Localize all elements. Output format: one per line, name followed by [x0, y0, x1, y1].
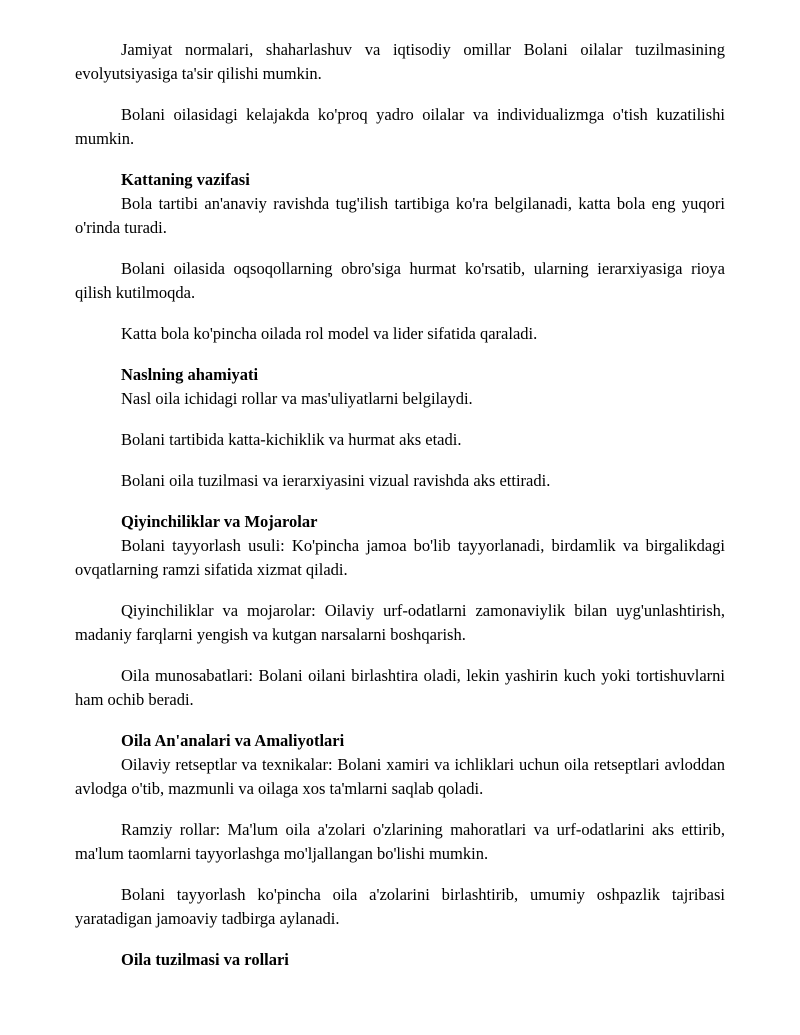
section-paragraph: Bola tartibi an'anaviy ravishda tug'ilish tartibiga ko'ra belgilanadi, katta bola eng yuqori o'rinda turadi.: [75, 194, 725, 237]
intro-paragraph-1: Jamiyat normalari, shaharlashuv va iqtisodiy omillar Bolani oilalar tuzilmasining evolyutsiyasiga ta'sir qilishi mumkin.: [75, 40, 725, 83]
section-paragraph: Ramziy rollar: Ma'lum oila a'zolari o'zlarining mahoratlari va urf-odatlarini aks ettirib, ma'lum taomlarni tayyorlashga mo'ljallangan bo'lishi mumkin.: [75, 820, 725, 863]
section-heading: Kattaning vazifasi: [121, 170, 250, 189]
section-paragraph: Bolani tayyorlash ko'pincha oila a'zolarini birlashtirib, umumiy oshpazlik tajribasi yaratadigan jamoaviy tadbirga aylanadi.: [75, 885, 725, 928]
section-paragraph: Bolani tartibida katta-kichiklik va hurmat aks etadi.: [121, 430, 462, 449]
section-paragraph: Oilaviy retseptlar va texnikalar: Bolani xamiri va ichliklari uchun oila retseptlari avloddan avlodga o'tib, mazmunli va oilaga xos ta'mlarni saqlab qoladi.: [75, 755, 725, 798]
section-naslning-ahamiyati: [75, 363, 725, 493]
section-heading: Oila An'analari va Amaliyotlari: [121, 731, 345, 750]
section-oila-tuzilmasi-va-rollari: [75, 948, 725, 972]
section-kattaning-vazifasi: [75, 168, 725, 346]
section-heading: Oila tuzilmasi va rollari: [121, 950, 289, 969]
intro-paragraph-2: Bolani oilasidagi kelajakda ko'proq yadro oilalar va individualizmga o'tish kuzatilishi mumkin.: [75, 105, 725, 148]
section-paragraph: Katta bola ko'pincha oilada rol model va lider sifatida qaraladi.: [121, 324, 538, 343]
section-qiyinchiliklar-va-mojarolar: [75, 510, 725, 712]
section-heading: Naslning ahamiyati: [121, 365, 259, 384]
section-paragraph: Bolani oilasida oqsoqollarning obro'siga hurmat ko'rsatib, ularning ierarxiyasiga rioya qilish kutilmoqda.: [75, 259, 725, 302]
document-page: [75, 38, 725, 972]
section-oila-an-analari: [75, 729, 725, 931]
section-paragraph: Nasl oila ichidagi rollar va mas'uliyatlarni belgilaydi.: [121, 389, 473, 408]
section-paragraph: Bolani tayyorlash usuli: Ko'pincha jamoa bo'lib tayyorlanadi, birdamlik va birgalikdagi ovqatlarning ramzi sifatida xizmat qiladi.: [75, 536, 725, 579]
section-paragraph: Qiyinchiliklar va mojarolar: Oilaviy urf-odatlarni zamonaviylik bilan uyg'unlashtirish, madaniy farqlarni yengish va kutgan narsalarni boshqarish.: [75, 601, 725, 644]
section-paragraph: Oila munosabatlari: Bolani oilani birlashtira oladi, lekin yashirin kuch yoki tortishuvlarni ham ochib beradi.: [75, 666, 725, 709]
section-paragraph: Bolani oila tuzilmasi va ierarxiyasini vizual ravishda aks ettiradi.: [121, 471, 551, 490]
section-heading: Qiyinchiliklar va Mojarolar: [121, 512, 318, 531]
